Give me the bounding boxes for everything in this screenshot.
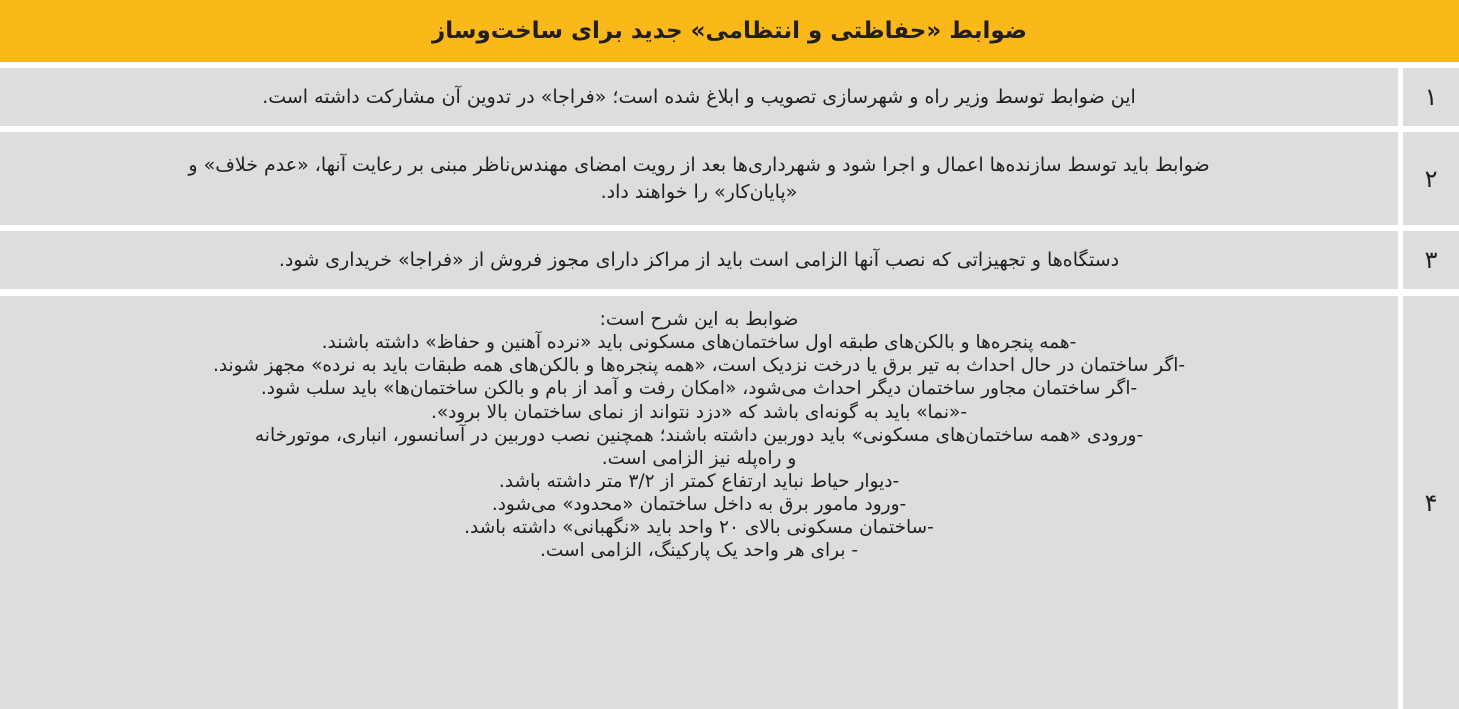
text-line: -اگر ساختمان در حال احداث به تیر برق یا درخت نزدیک است، «همه پنجره‌ها و بالکن‌های همه طبقات باید به نرده» مجهز شوند. (212, 355, 1186, 377)
row-text (0, 132, 1398, 225)
row-text (0, 296, 1398, 709)
row-text (0, 68, 1398, 126)
row-number: ۱ (1403, 68, 1459, 126)
row-number: ۴ (1403, 296, 1459, 709)
text-line: -ورودی «همه ساختمان‌های مسکونی» باید دوربین داشته باشند؛ همچنین نصب دوربین در آسانسور، انباری، موتورخانه (254, 424, 1144, 446)
text-line: -«نما» باید به گونه‌ای باشد که «دزد نتواند از نمای ساختمان بالا برود». (430, 401, 968, 423)
table-row (0, 296, 1459, 709)
text-line: دستگاه‌ها و تجهیزاتی که نصب آنها الزامی است باید از مراکز دارای مجوز فروش از «فراجا» خریداری شود. (278, 248, 1120, 271)
table-row (0, 132, 1459, 225)
text-line: ضوابط باید توسط سازنده‌ها اعمال و اجرا شود و شهرداری‌ها بعد از رویت امضای مهندس‌ناظر مبنی بر رعایت آنها، «عدم خلاف» و (188, 153, 1210, 176)
text-line: این ضوابط توسط وزیر راه و شهرسازی تصویب و ابلاغ شده است؛ «فراجا» در تدوین آن مشارکت داشته است. (262, 85, 1136, 108)
text-line: -اگر ساختمان مجاور ساختمان دیگر احداث می‌شود، «امکان رفت و آمد از بام و بالکن ساختمان‌ها» باید سلب شود. (260, 378, 1138, 400)
table-title: ضوابط «حفاظتی و انتظامی» جدید برای ساخت‌وساز (0, 0, 1459, 62)
text-line: و راه‌پله نیز الزامی است. (601, 447, 797, 469)
text-line: -همه پنجره‌ها و بالکن‌های طبقه اول ساختمان‌های مسکونی باید «نرده آهنین و حفاظ» داشته باشند. (321, 332, 1077, 354)
text-line: -ورود مامور برق به داخل ساختمان «محدود» می‌شود. (491, 494, 907, 515)
row-text (0, 231, 1398, 289)
text-line: -ساختمان مسکونی بالای ۲۰ واحد باید «نگهبانی» داشته باشد. (464, 517, 934, 539)
row-number: ۲ (1403, 132, 1459, 225)
text-line: - برای هر واحد یک پارکینگ، الزامی است. (539, 540, 859, 562)
text-line: ضوابط به این شرح است: (599, 309, 799, 330)
text-line: -دیوار حیاط نباید ارتفاع کمتر از ۳/۲ متر داشته باشد. (498, 470, 900, 492)
table-row (0, 68, 1459, 126)
row-number: ۳ (1403, 231, 1459, 289)
text-line: «پایان‌کار» را خواهند داد. (600, 180, 798, 203)
table-row (0, 231, 1459, 289)
